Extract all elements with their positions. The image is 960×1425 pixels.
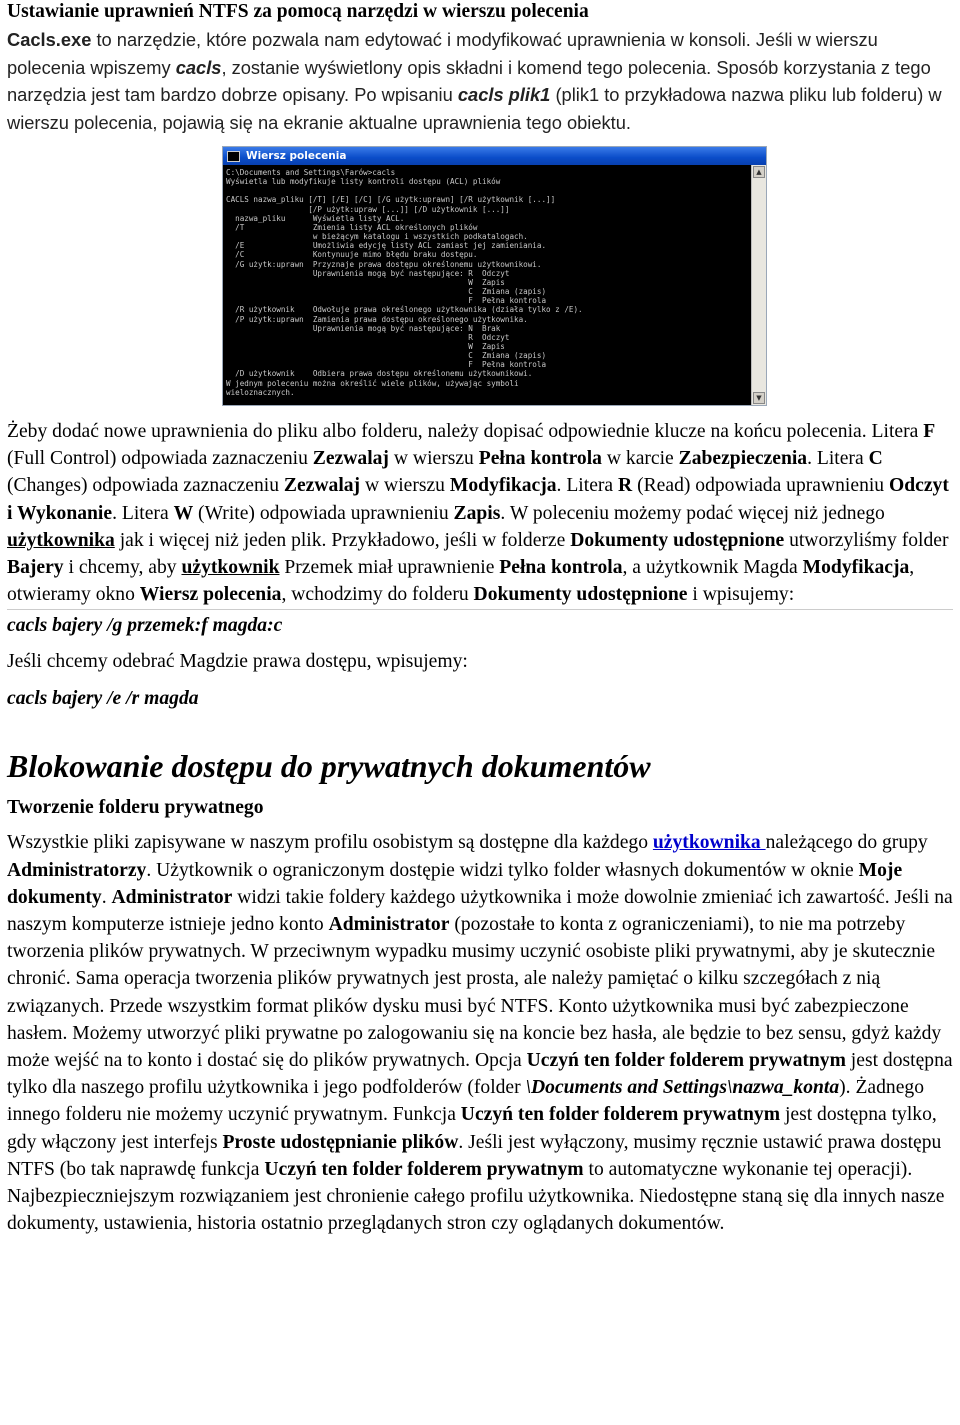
bold-term: Administratorzy [7, 859, 147, 881]
bold-term: Pełna kontrola [499, 557, 623, 579]
bold-term: Odczyt i Wykonanie [7, 475, 949, 524]
console-window [222, 146, 767, 406]
text-run: , zostanie wyświetlony opis składni i komend tego polecenia. Sposób korzystania z tego narzędzia jest tam bardzo dobrze opisany. Po wpisaniu [7, 56, 931, 105]
bold-term: Moje dokumenty [7, 859, 903, 908]
bold-term: Modyfikacja [449, 475, 557, 497]
bold-term: Pełna kontrola [478, 448, 602, 470]
bold-term: Modyfikacja [802, 557, 910, 579]
bold-term: Dokumenty udostępnione [570, 529, 785, 551]
text-run: . Litera [556, 475, 619, 497]
text-run: jest dostępna tylko dla naszego profilu użytkownika i jego podfolderów (folder [7, 1050, 953, 1099]
link-uzytkownik[interactable]: użytkownika [7, 529, 115, 551]
bold-term: Wiersz polecenia [139, 584, 282, 606]
divider [7, 609, 953, 610]
bold-term: cacls [175, 56, 222, 78]
text-run: (Changes) odpowiada zaznaczeniu [7, 475, 284, 497]
bold-term: Administrator [111, 886, 233, 908]
text-run: i wpisujemy: [687, 584, 795, 606]
text-run: (Write) odpowiada uprawnieniu [193, 502, 454, 524]
bold-term: C [868, 448, 883, 470]
text-run: jak i więcej niż jeden plik. Przykładowo, jeśli w folderze [114, 529, 571, 551]
text-run: Wszystkie pliki zapisywane w naszym profilu osobistym są dostępne dla każdego [7, 832, 653, 854]
command-prompt-icon [227, 151, 240, 162]
text-run: to narzędzie, które pozwala nam edytować i modyfikować uprawnienia w konsoli. Jeśli w wierszu polecenia wpiszemy [7, 29, 878, 78]
text-run: . W poleceniu możemy podać więcej niż jednego [500, 502, 885, 524]
bold-term: Cacls.exe [7, 29, 92, 50]
section-heading-private: Blokowanie dostępu do prywatnych dokumentów [7, 748, 651, 785]
text-run: . Litera [112, 502, 174, 524]
bold-term: Zezwalaj [283, 475, 361, 497]
text-run: w wierszu [360, 475, 450, 497]
text-run: , a użytkownik Magda [622, 557, 803, 579]
text-run: Żeby dodać nowe uprawnienia do pliku albo folderu, należy dopisać odpowiednie klucze na końcu polecenia. Litera [7, 421, 924, 442]
bold-term: cacls plik1 [457, 84, 551, 105]
bold-term: Proste udostępnianie plików [222, 1131, 459, 1153]
text-run: jest dostępna tylko, gdy włączony jest interfejs [7, 1104, 937, 1153]
text-run: w karcie [601, 448, 679, 470]
revoke-paragraph: Jeśli chcemy odebrać Magdzie prawa dostępu, wpisujemy: [7, 651, 468, 673]
bold-term: Bajery [7, 557, 64, 579]
text-run: (plik1 to przykładowa nazwa pliku lub folderu) w wierszu polecenia, pojawią się na ekranie aktualne uprawnienia tego obiektu. [7, 84, 942, 133]
text-run: Przemek miał uprawnienie [279, 557, 500, 579]
bold-term: Dokumenty udostępnione [473, 584, 688, 606]
permissions-paragraph [7, 418, 953, 608]
bold-term: \Documents and Settings\nazwa_konta [525, 1077, 840, 1099]
text-run: , wchodzimy do folderu [281, 584, 474, 606]
bold-term: R [618, 475, 633, 497]
text-run: (pozostałe to konta z ograniczeniami), to nie ma potrzeby tworzenia plików prywatnych. W przeciwnym wypadku musimy uczynić osobiste pliki prywatnymi, aby je skutecznie chronić. Sama operacja tworzenia plików prywatnych jest prosta, ale należy pamiętać o kilku szczegółach z nią związanych. Przede wszystkim format plików dysku musi być NTFS. Konto użytkownika musi być zabezpieczone hasłem. Możemy utworzyć pliki prywatne po zalogowaniu się na koncie bez hasła, ale będzie to bez sensu, gdyż każdy może wejść na to konto i dostać się do plików prywatnych. Opcja [7, 914, 942, 1072]
text-run: w wierszu [388, 448, 479, 470]
command-example-1: cacls bajery /g przemek:f magda:c [7, 615, 283, 637]
link-uzytkownik[interactable]: użytkownik [181, 557, 280, 579]
scroll-down-icon: ▼ [753, 392, 765, 404]
bold-term: Zabezpieczenia [678, 448, 808, 470]
text-run: , otwieramy okno [7, 557, 915, 606]
text-run: utworzyliśmy folder [784, 529, 949, 551]
link-uzytkownika[interactable]: użytkownika [652, 832, 766, 854]
text-run: (Full Control) odpowiada zaznaczeniu [7, 448, 313, 470]
console-scrollbar [751, 165, 766, 405]
text-run: (Read) odpowiada uprawnieniu [632, 475, 890, 497]
private-folder-paragraph [7, 829, 953, 1237]
bold-term: Uczyń ten folder folderem prywatnym [460, 1104, 781, 1126]
text-run: należącego do grupy [765, 832, 928, 854]
bold-term: F [923, 421, 936, 442]
document-page [7, 0, 953, 1237]
text-run: . Jeśli jest wyłączony, musimy ręcznie ustawić prawa dostępu NTFS (bo tak naprawdę funkcja [7, 1131, 942, 1180]
console-output: C:\Documents and Settings\Farów>cacls Wyświetla lub modyfikuje listy kontroli dostępu (ACL) plików CACLS nazwa_pliku [/T] [/E] [/C] [/G użytk:uprawn] [/R użytkownik [...]] [/P użytk:upraw [...]] [/D użytkownik [...]] nazwa_pliku Wyświetla listy ACL. /T Zmienia listy ACL określonych plików w bieżącym katalogu i wszystkich podkatalogach. /E Umożliwia edycję listy ACL zamiast jej zamieniania. /C Kontynuuje mimo błędu braku dostępu. /G użytk:uprawn Przyznaje prawa dostępu określonemu użytkownikowi. Uprawnienia mogą być następujące: R Odczyt W Zapis C Zmiana (zapis) F Pełna kontrola /R użytkownik Odwołuje prawa określonego użytkownika (działa tylko z /E). /P użytk:uprawn Zamienia prawa dostępu określonego użytkownika. Uprawnienia mogą być następujące: N Brak R Odczyt W Zapis C Zmiana (zapis) F Pełna kontrola /D użytkownik Odbiera prawa dostępu określonemu użytkownikowi. W jednym poleceniu można określić wiele plików, używając symboli wieloznacznych. [226, 168, 583, 397]
text-run: . Litera [807, 448, 869, 470]
section-title-ntfs-cmd: Ustawianie uprawnień NTFS za pomocą narzędzi w wierszu polecenia [7, 1, 589, 22]
text-run: . Użytkownik o ograniczonym dostępie widzi tylko folder własnych dokumentów w oknie [146, 859, 859, 881]
bold-term: Zezwalaj [312, 448, 389, 470]
bold-term: W [173, 502, 194, 524]
bold-term: Uczyń ten folder folderem prywatnym [264, 1158, 584, 1180]
command-prompt-screenshot [222, 146, 769, 408]
bold-term: Administrator [328, 914, 450, 936]
scroll-up-icon: ▲ [753, 166, 765, 178]
text-run: . [101, 886, 112, 908]
console-body [223, 165, 752, 405]
command-example-2: cacls bajery /e /r magda [7, 688, 199, 710]
intro-paragraph [7, 26, 953, 136]
console-titlebar [223, 147, 766, 165]
text-run: ). Żadnego innego folderu nie możemy uczynić prywatnym. Funkcja [7, 1077, 925, 1126]
text-run: to automatyczne wykonanie tej operacji). Najbezpieczniejszym rozwiązaniem jest chronienie całego profilu użytkownika. Niedostępne staną się dla innych nasze dokumenty, ustawienia, historia ostatnio przeglądanych stron czy oglądanych dokumentów. [7, 1158, 945, 1235]
subheading-private-folder: Tworzenie folderu prywatnego [7, 797, 264, 819]
bold-term: Zapis [453, 502, 501, 524]
text-run: widzi takie foldery każdego użytkownika i może dowolnie zmieniać ich zawartość. Jeśli na naszym komputerze istnieje jedno konto [7, 886, 953, 936]
console-window-title: Wiersz polecenia [246, 150, 347, 162]
text-run: i chcemy, aby [63, 557, 182, 579]
bold-term: Uczyń ten folder folderem prywatnym [526, 1050, 846, 1072]
